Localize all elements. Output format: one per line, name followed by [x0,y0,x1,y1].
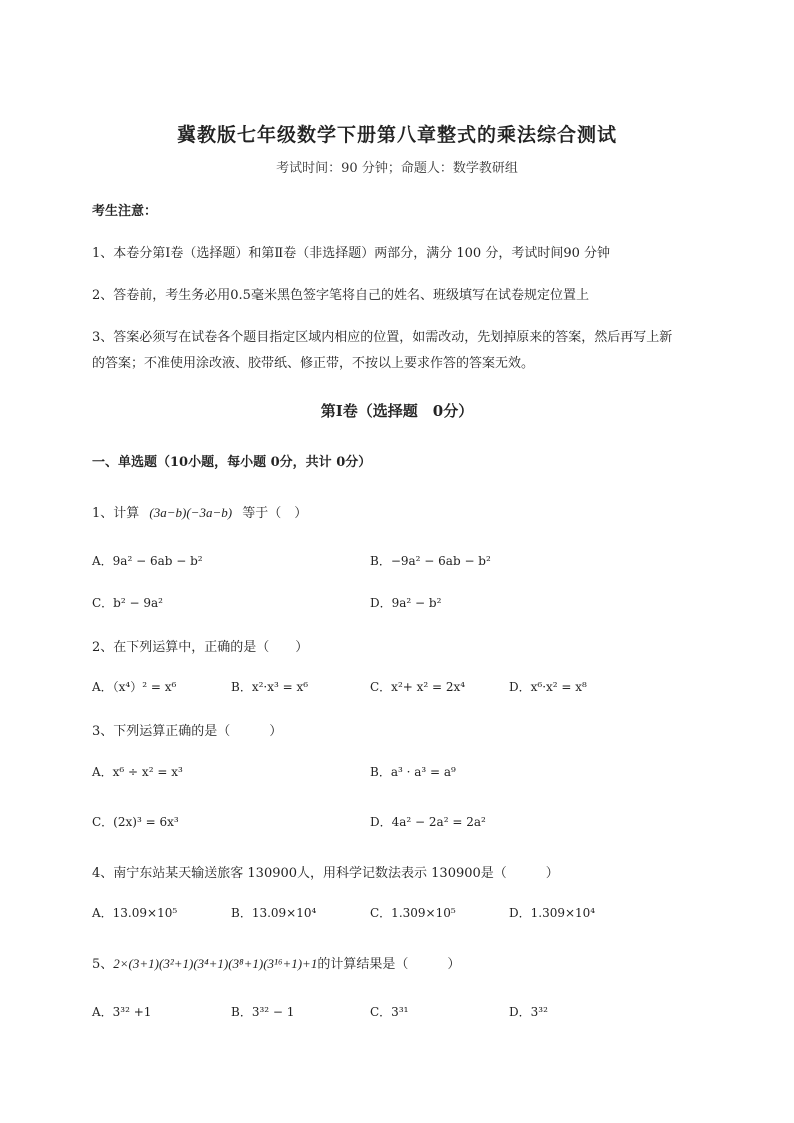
question-4: 4、南宁东站某天输送旅客 130900人，用科学记数法表示 130900是（ ） [92,866,559,881]
q1-option-c[interactable]: C．b² − 9a² [92,596,163,610]
q1-option-b[interactable]: B．−9a² − 6ab − b² [370,554,491,568]
notice-item-3-cont: 的答案；不准使用涂改液、胶带纸、修正带，不按以上要求作答的答案无效。 [92,356,535,371]
q2-option-b[interactable]: B．x²·x³ = x⁶ [231,680,309,694]
q3-option-a[interactable]: A．x⁶ ÷ x² = x³ [92,765,183,779]
q1-option-a[interactable]: A．9a² − 6ab − b² [92,554,203,568]
q5-option-d[interactable]: D．3³² [509,1005,548,1019]
q5-option-c[interactable]: C．3³¹ [370,1005,409,1019]
q3-option-b[interactable]: B．a³ · a³ = a⁹ [370,765,456,779]
question-1-math: (3a−b)(−3a−b) [149,505,233,520]
q2-option-c[interactable]: C．x²+ x² = 2x⁴ [370,680,466,694]
q3-option-c[interactable]: C．(2x)³ = 6x³ [92,815,179,829]
notice-item-2: 2、答卷前，考生务必用0.5毫米黑色签字笔将自己的姓名、班级填写在试卷规定位置上 [92,288,589,303]
q2-option-d[interactable]: D．x⁶·x² = x⁸ [509,680,587,694]
q1-option-d[interactable]: D．9a² − b² [370,596,442,610]
notice-item-1: 1、本卷分第Ⅰ卷（选择题）和第Ⅱ卷（非选择题）两部分，满分 100 分，考试时间90 分钟 [92,246,610,261]
q4-option-a[interactable]: A．13.09×10⁵ [92,906,178,920]
q4-option-b[interactable]: B．13.09×10⁴ [231,906,317,920]
exam-subtitle: 考试时间：90 分钟；命题人：数学教研组 [276,161,518,176]
question-5-math: 2×(3+1)(3²+1)(3⁴+1)(3⁸+1)(3¹⁶+1)+1 [113,956,318,971]
q4-option-c[interactable]: C．1.309×10⁵ [370,906,456,920]
section-title: 第Ⅰ卷（选择题 0分） [320,402,474,420]
q3-option-d[interactable]: D．4a² − 2a² = 2a² [370,815,486,829]
document-title: 冀教版七年级数学下册第八章整式的乘法综合测试 [176,124,617,146]
question-5 [92,953,460,972]
q5-option-b[interactable]: B．3³² − 1 [231,1005,295,1019]
question-3: 3、下列运算正确的是（ ） [92,724,283,739]
notice-item-3: 3、答案必须写在试卷各个题目指定区域内相应的位置，如需改动，先划掉原来的答案，然后再写上新 [92,330,673,345]
question-1-prefix: 1、计算 [92,506,140,521]
q4-option-d[interactable]: D．1.309×10⁴ [509,906,596,920]
q2-option-a[interactable]: A．（x⁴）² = x⁶ [92,680,177,694]
question-5-suffix: 的计算结果是（ ） [317,957,461,972]
q5-option-a[interactable]: A．3³² +1 [92,1005,152,1019]
question-2: 2、在下列运算中，正确的是（ ） [92,640,309,655]
part-title: 一、单选题（10小题，每小题 0分，共计 0分） [92,455,372,470]
question-5-prefix: 5、 [92,957,114,972]
question-1-suffix: 等于（ ） [242,506,308,521]
question-1 [92,502,307,521]
notice-heading: 考生注意： [92,204,158,219]
